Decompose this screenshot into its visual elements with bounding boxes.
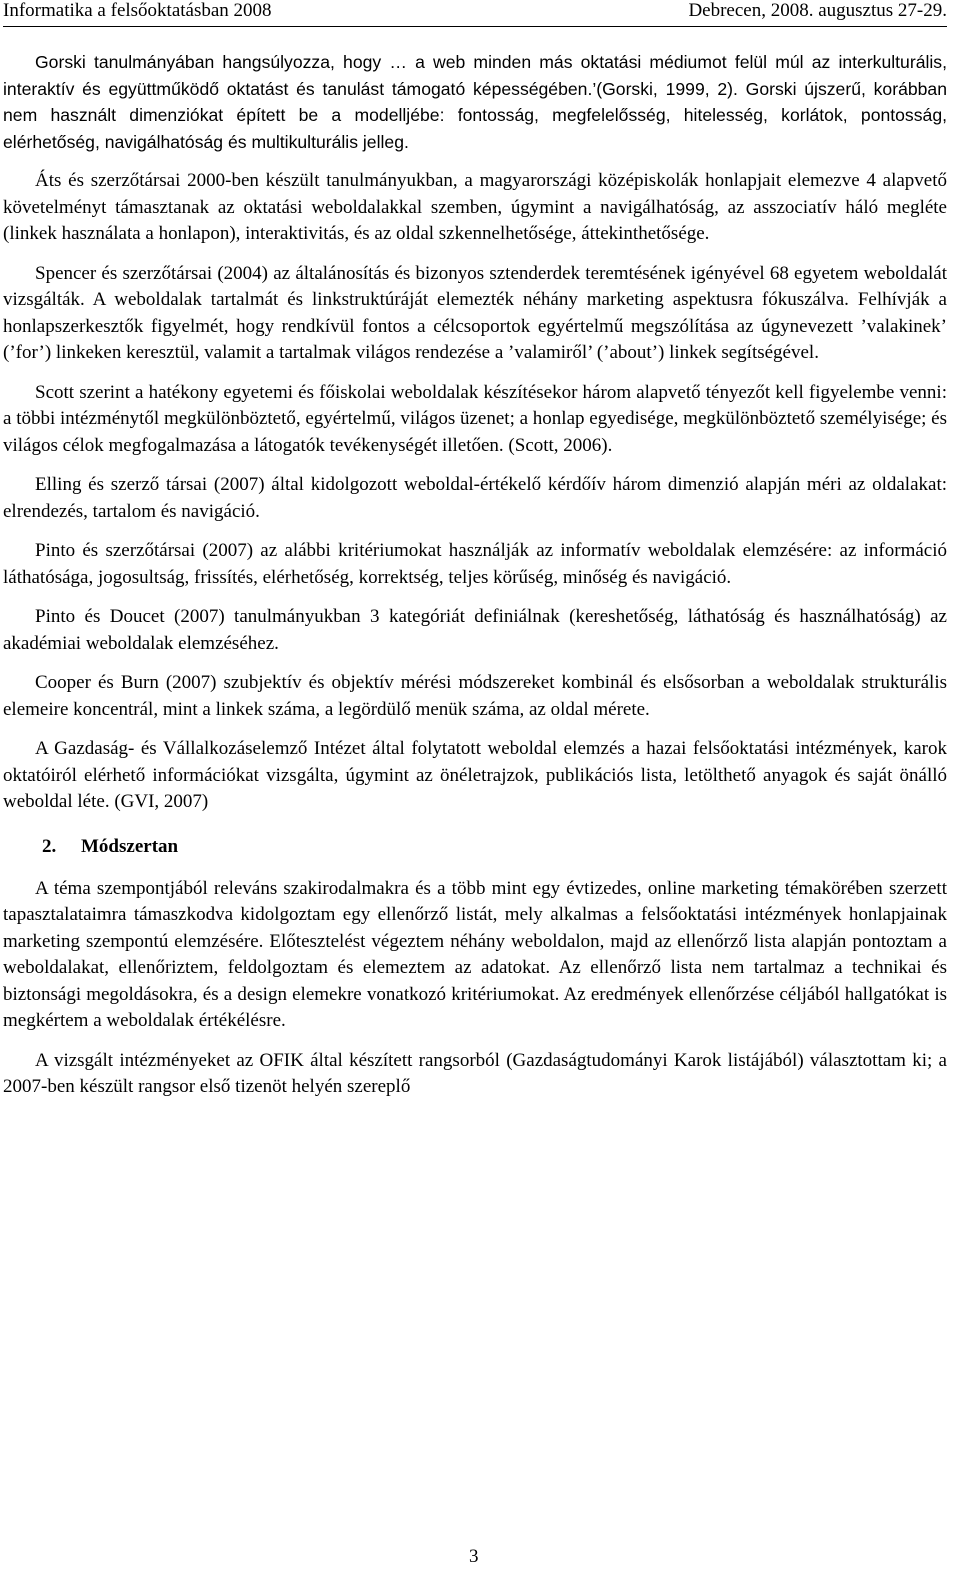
- body-text: [3, 49, 947, 1114]
- paragraph-elling: Elling és szerző társai (2007) által kidolgozott weboldal-értékelő kérdőív három dimenzió alapján méri az oldalakat: elrendezés, tartalom és navigáció.: [3, 474, 947, 522]
- section-heading: [42, 834, 947, 860]
- paragraph-pinto: Pinto és szerzőtársai (2007) az alábbi kritériumokat használják az informatív weboldalak elemzésére: az információ láthatósága, jogosultság, frissítés, elérhetőség, korrektség, teljes körűség, minőség és navigáció.: [3, 540, 947, 588]
- paragraph-spencer: Spencer és szerzőtársai (2004) az általánosítás és bizonyos sztenderdek teremtésének igényével 68 egyetem weboldalát vizsgálták. A weboldalak tartalmát és linkstruktúráját elemezték néhány marketing aspektusra fókuszálva. Felhívják a honlapszerkesztők figyelmét, hogy rendkívül fontos a célcsoportok egyértelmű megszólítása az úgynevezett ’valakinek’ (’for’) linkeken keresztül, valamit a tartalmak világos rendezése a ’valamiről’ (’about’) linkek segítségével.: [3, 262, 947, 363]
- running-header: [3, 0, 947, 27]
- paragraph-scott: Scott szerint a hatékony egyetemi és főiskolai weboldalak készítésekor három alapvető tényezőt kell figyelembe venni: a többi intézménytől megkülönböztető, egyértelmű, világos üzenet; a honlap egyedisége, megkülönböztető személyisége; és világos célok megfogalmazása a látogatók tevékenységét illetően. (Scott, 2006).: [3, 381, 947, 456]
- section-number: 2.: [42, 835, 57, 857]
- paragraph-ats: Áts és szerzőtársai 2000-ben készült tanulmányukban, a magyarországi középiskolák honlapjait elemezve 4 alapvető követelményt támasztanak az oktatási weboldalakkal szemben, úgymint a navigálhatóság, az asszociatív háló megléte (linkek használata a honlapon), interaktivitás, és az oldal szkennelhetősége, áttekinthetősége.: [3, 170, 947, 244]
- page-number: 3: [469, 1546, 479, 1567]
- paragraph-pinto-doucet: Pinto és Doucet (2007) tanulmányukban 3 kategóriát definiálnak (kereshetőség, láthatóság és használhatóság) az akadémiai weboldalak elemzéséhez.: [3, 606, 947, 654]
- paragraph-gorski: Gorski tanulmányában hangsúlyozza, hogy … a web minden más oktatási médiumot felül múl az interkulturális, interaktív és együttműködő oktatást és tanulást támogató képességében.’(Gorski, 1999, 2). Gorski újszerű, korábban nem használt dimenziókat épített be a modelljébe: fontosság, megfelelősség, hitelesség, korlátok, pontosság, elérhetőség, navigálhatóság és multikulturális jelleg.: [3, 52, 947, 152]
- paragraph-gvi: A Gazdaság- és Vállalkozáselemző Intézet által folytatott weboldal elemzés a hazai felsőoktatási intézmények, karok oktatóiról elérhető információkat vizsgálta, úgymint az önéletrajzok, publikációs lista, letölthető anyagok és saját önálló weboldal léte. (GVI, 2007): [3, 738, 947, 812]
- header-location-date: Debrecen, 2008. augusztus 27-29.: [688, 0, 947, 21]
- paragraph-method-2: A vizsgált intézményeket az OFIK által készített rangsorból (Gazdaságtudományi Karok listájából) választottam ki; a 2007-ben készült rangsor első tizenöt helyén szereplő: [3, 1049, 947, 1097]
- paragraph-cooper-burn: Cooper és Burn (2007) szubjektív és objektív mérési módszereket kombinál és elsősorban a weboldalak strukturális elemeire koncentrál, mint a linkek száma, a legördülő menük száma, az oldal mérete.: [3, 672, 947, 720]
- header-conference-title: Informatika a felsőoktatásban 2008: [3, 0, 272, 21]
- section-title: Módszertan: [81, 835, 179, 857]
- paragraph-method-1: A téma szempontjából releváns szakirodalmakra és a több mint egy évtizedes, online marketing témakörében szerzett tapasztalataimra támaszkodva kidolgoztam egy ellenőrző listát, mely alkalmas a felsőoktatási intézmények honlapjainak marketing szempontú elemzésére. Előtesztelést végeztem néhány weboldalon, majd az ellenőrző lista alapján pontoztam a weboldalakat, ellenőriztem, feldolgoztam és elemeztem az adatokat. Az ellenőrző lista nem tartalmaz a technikai és biztonsági megoldásokra, és a design elemekre vonatkozó kritériumokat. Az eredmények ellenőrzése céljából hallgatókat is megkértem a weboldalak értékélésre.: [3, 877, 947, 1031]
